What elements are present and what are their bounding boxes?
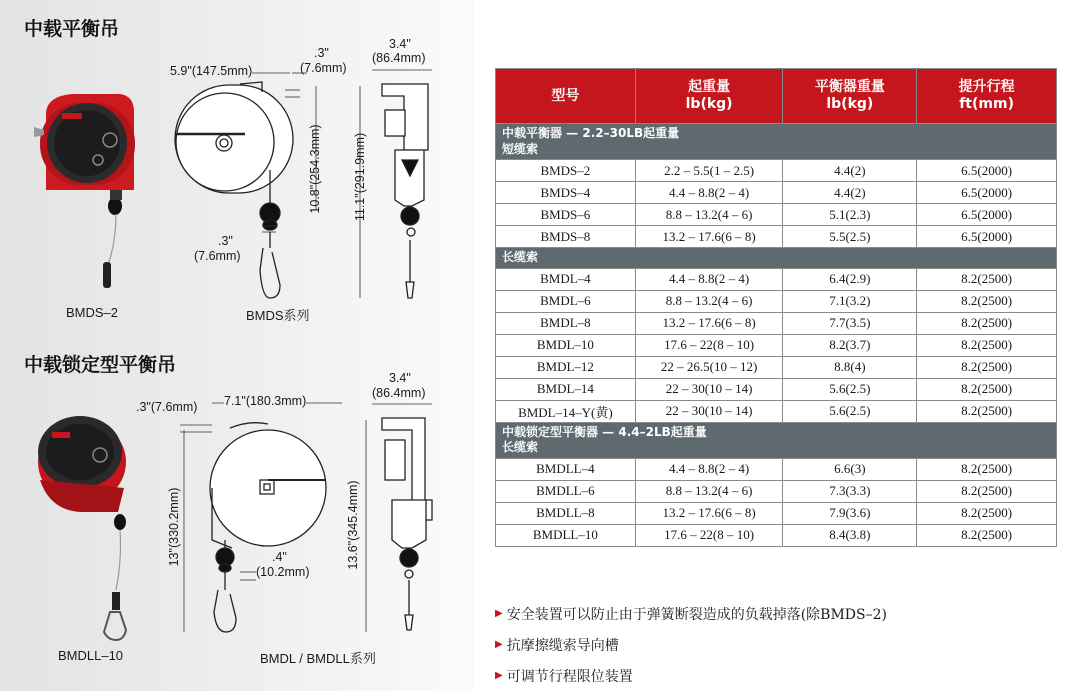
cell-travel: 6.5(2000) [917, 226, 1057, 248]
cell-travel: 6.5(2000) [917, 182, 1057, 204]
table-row [496, 480, 1057, 502]
bullet-triangle-icon: ▶ [495, 608, 503, 619]
cell-model: BMDL–8 [496, 312, 636, 334]
table-row [496, 378, 1057, 400]
cell-model: BMDS–8 [496, 226, 636, 248]
cell-weight: 8.2(3.7) [783, 334, 917, 356]
cell-weight: 4.4(2) [783, 160, 917, 182]
cell-weight: 8.4(3.8) [783, 524, 917, 546]
table-group-row [496, 422, 1057, 458]
cell-model: BMDL–6 [496, 290, 636, 312]
group-label: 中载锁定型平衡器 — 4.4–2LB起重量 长缆索 [496, 422, 1057, 458]
cell-model: BMDL–14–Y(黄) [496, 400, 636, 422]
cell-travel: 8.2(2500) [917, 312, 1057, 334]
product-label-bmdll-10: BMDLL–10 [58, 648, 124, 663]
series-label-bmds: BMDS系列 [246, 308, 310, 323]
spec-table [495, 68, 1057, 547]
cell-travel: 8.2(2500) [917, 458, 1057, 480]
dim-top-height-1: 10.8"(254.3mm) [308, 124, 322, 214]
dim-top-offset-mm: (7.6mm) [300, 61, 347, 75]
cell-capacity: 22 – 30(10 – 14) [635, 400, 783, 422]
cell-model: BMDL–12 [496, 356, 636, 378]
table-row [496, 182, 1057, 204]
group-label: 长缆索 [496, 248, 1057, 269]
dim-bottom-width: 7.1"(180.3mm) [224, 394, 307, 408]
table-row [496, 204, 1057, 226]
cell-weight: 7.3(3.3) [783, 480, 917, 502]
cell-travel: 8.2(2500) [917, 356, 1057, 378]
bmds-front-drawing [175, 82, 293, 298]
product-label-bmds-2: BMDS–2 [66, 305, 119, 320]
header-travel: 提升行程 ft(mm) [917, 69, 1057, 124]
dim-top-depth: 3.4" [389, 37, 411, 51]
cell-travel: 8.2(2500) [917, 334, 1057, 356]
cell-model: BMDLL–6 [496, 480, 636, 502]
cell-capacity: 13.2 – 17.6(6 – 8) [635, 226, 783, 248]
table-group-row [496, 124, 1057, 160]
cell-capacity: 4.4 – 8.8(2 – 4) [635, 458, 783, 480]
cell-capacity: 17.6 – 22(8 – 10) [635, 524, 783, 546]
cell-capacity: 22 – 30(10 – 14) [635, 378, 783, 400]
cell-capacity: 8.8 – 13.2(4 – 6) [635, 480, 783, 502]
table-row [496, 312, 1057, 334]
dim-bottom-hook: .4" [272, 550, 287, 564]
cell-weight: 6.4(2.9) [783, 268, 917, 290]
cell-weight: 5.5(2.5) [783, 226, 917, 248]
dim-top-depth-mm: (86.4mm) [372, 51, 426, 65]
dim-bottom-height-2: 13.6"(345.4mm) [346, 480, 360, 570]
group-label: 中载平衡器 — 2.2–30LB起重量 短缆索 [496, 124, 1057, 160]
dim-bottom-depth: 3.4" [389, 371, 411, 385]
dim-top-offset: .3" [314, 46, 329, 60]
cell-model: BMDL–4 [496, 268, 636, 290]
cell-capacity: 8.8 – 13.2(4 – 6) [635, 290, 783, 312]
table-group-row [496, 248, 1057, 269]
cell-model: BMDS–6 [496, 204, 636, 226]
cell-travel: 6.5(2000) [917, 204, 1057, 226]
header-capacity: 起重量 lb(kg) [635, 69, 783, 124]
table-row [496, 226, 1057, 248]
cell-weight: 7.9(3.6) [783, 502, 917, 524]
table-row [496, 524, 1057, 546]
cell-model: BMDL–10 [496, 334, 636, 356]
cell-model: BMDLL–8 [496, 502, 636, 524]
cell-capacity: 4.4 – 8.8(2 – 4) [635, 268, 783, 290]
cell-weight: 5.6(2.5) [783, 378, 917, 400]
cell-weight: 5.1(2.3) [783, 204, 917, 226]
header-model: 型号 [496, 69, 636, 124]
cell-weight: 7.1(3.2) [783, 290, 917, 312]
cell-travel: 8.2(2500) [917, 400, 1057, 422]
cell-weight: 7.7(3.5) [783, 312, 917, 334]
dim-top-hook-mm: (7.6mm) [194, 249, 241, 263]
bmdl-side-drawing [382, 418, 432, 630]
bullet-triangle-icon: ▶ [495, 670, 503, 681]
cell-model: BMDL–14 [496, 378, 636, 400]
cell-model: BMDLL–4 [496, 458, 636, 480]
cell-weight: 6.6(3) [783, 458, 917, 480]
feature-item: ▶ 可调节行程限位装置 [495, 668, 633, 685]
cell-capacity: 4.4 – 8.8(2 – 4) [635, 182, 783, 204]
cell-weight: 5.6(2.5) [783, 400, 917, 422]
bullet-triangle-icon: ▶ [495, 639, 503, 650]
bmds-side-drawing [382, 84, 428, 298]
cell-model: BMDS–4 [496, 182, 636, 204]
feature-item: ▶ 抗摩擦缆索导向槽 [495, 637, 619, 654]
cell-capacity: 2.2 – 5.5(1 – 2.5) [635, 160, 783, 182]
table-header-row [496, 69, 1057, 124]
cell-model: BMDLL–10 [496, 524, 636, 546]
cell-capacity: 8.8 – 13.2(4 – 6) [635, 204, 783, 226]
feature-list [495, 598, 887, 691]
dim-bottom-offset: .3"(7.6mm) [136, 400, 198, 414]
bmdll-10-product-photo [38, 416, 126, 640]
table-row [496, 458, 1057, 480]
cell-travel: 6.5(2000) [917, 160, 1057, 182]
cell-travel: 8.2(2500) [917, 268, 1057, 290]
cell-capacity: 13.2 – 17.6(6 – 8) [635, 502, 783, 524]
product-drawings [0, 0, 474, 691]
bmds-2-product-photo [34, 94, 135, 288]
section-title-locking-balancer: 中载锁定型平衡吊 [24, 354, 177, 376]
cell-travel: 8.2(2500) [917, 290, 1057, 312]
bmdl-front-drawing [210, 423, 326, 632]
table-row [496, 356, 1057, 378]
table-row [496, 268, 1057, 290]
table-row [496, 160, 1057, 182]
table-body [496, 124, 1057, 547]
cell-travel: 8.2(2500) [917, 524, 1057, 546]
table-row [496, 290, 1057, 312]
cell-capacity: 17.6 – 22(8 – 10) [635, 334, 783, 356]
table-row [496, 502, 1057, 524]
cell-travel: 8.2(2500) [917, 502, 1057, 524]
dim-top-width: 5.9"(147.5mm) [170, 64, 253, 78]
series-label-bmdl-bmdll: BMDL / BMDLL系列 [260, 651, 376, 666]
cell-model: BMDS–2 [496, 160, 636, 182]
header-balancer-weight: 平衡器重量 lb(kg) [783, 69, 917, 124]
dim-bottom-height-1: 13"(330.2mm) [167, 487, 181, 567]
dim-top-height-2: 11.1"(291.9mm) [353, 132, 367, 222]
table-row [496, 400, 1057, 422]
cell-capacity: 22 – 26.5(10 – 12) [635, 356, 783, 378]
cell-travel: 8.2(2500) [917, 480, 1057, 502]
table-row [496, 334, 1057, 356]
cell-weight: 4.4(2) [783, 182, 917, 204]
dim-bottom-depth-mm: (86.4mm) [372, 386, 426, 400]
section-title-medium-balancer: 中载平衡吊 [24, 18, 120, 40]
cell-capacity: 13.2 – 17.6(6 – 8) [635, 312, 783, 334]
feature-item: ▶ 安全装置可以防止由于弹簧断裂造成的负载掉落(除BMDS–2) [495, 606, 887, 623]
dim-top-hook: .3" [218, 234, 233, 248]
cell-weight: 8.8(4) [783, 356, 917, 378]
cell-travel: 8.2(2500) [917, 378, 1057, 400]
dim-bottom-hook-mm: (10.2mm) [256, 565, 310, 579]
